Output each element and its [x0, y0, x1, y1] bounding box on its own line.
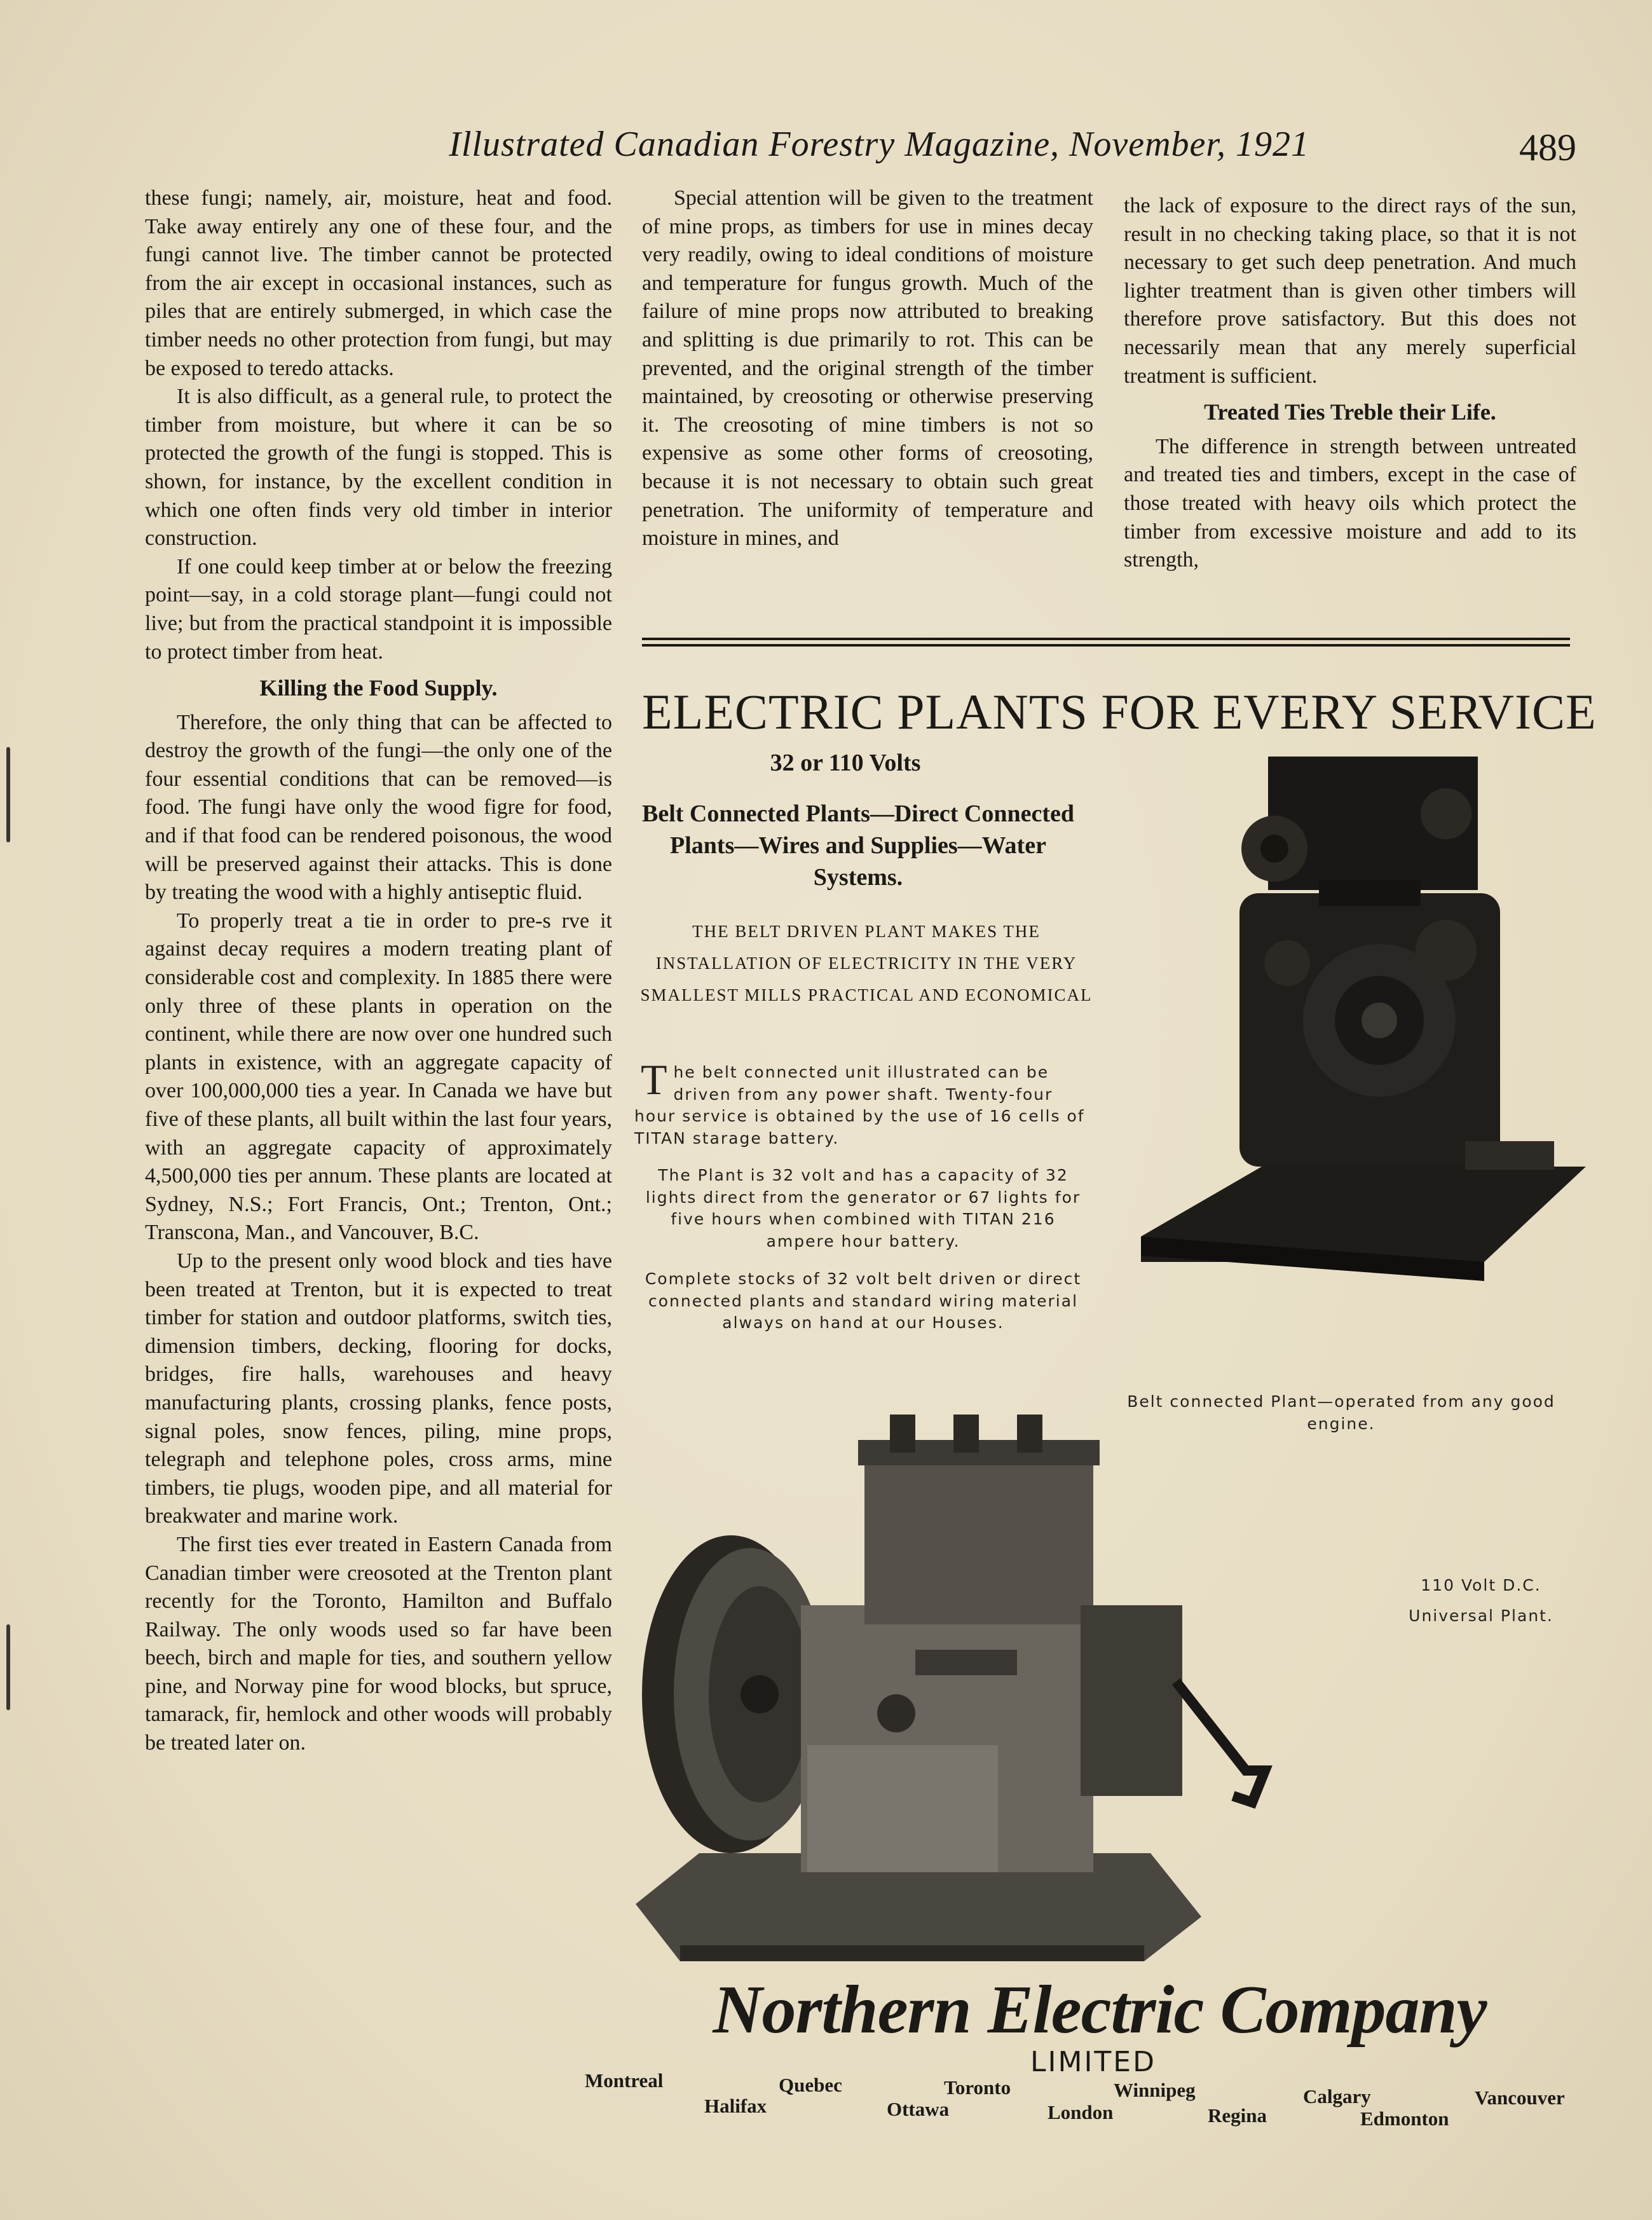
drop-cap: T [641, 1055, 669, 1104]
city-ottawa: Ottawa [887, 2098, 950, 2120]
city-edmonton: Edmonton [1360, 2107, 1449, 2130]
ad-paragraph [634, 1055, 1092, 1149]
paragraph: To properly treat a tie in order to pre-s rve it against decay requires a modern treating plant of considerable cost and complexity. In 1885 there were only three of these plants in operation on the continent, while there are now over one hundred such plants in existence, with an aggregate capacity of over 100,000,000 ties a year. In Canada we have but five of these plants, all built within the last four years, with an aggregate capacity of approximately 4,500,000 ties per annum. These plants are located at Sydney, N.S.; Fort Francis, Ont.; Trenton, Ont.; Transcona, Man., and Vancouver, B.C. [145, 908, 612, 1245]
section-heading: Killing the Food Supply. [259, 675, 498, 701]
plant-caption: 110 Volt D.C. Universal Plant. [1409, 1576, 1553, 1625]
article-column-2 [642, 184, 1093, 553]
paragraph: these fungi; namely, air, moisture, heat and food. Take away entirely any one of these four, and the fungi cannot live. The timber cannot be protected from the air except in occasional instances, such as piles that are entirely submerged, in which case the timber needs no other protection from fungi, but may be exposed to teredo attacks. [145, 186, 612, 380]
binding-mark [6, 1666, 10, 1710]
city-quebec: Quebec [779, 2074, 842, 2096]
city-montreal: Montreal [585, 2069, 664, 2092]
city-toronto: Toronto [944, 2076, 1011, 2099]
plant-caption: Belt connected Plant—operated from any good engine. [1127, 1392, 1555, 1433]
belt-connected-plant-illustration [1128, 753, 1599, 1281]
article-column-1 [145, 184, 612, 1758]
city-halifax: Halifax [704, 2095, 767, 2117]
ad-divider-rules [642, 638, 1570, 650]
paragraph: If one could keep timber at or below the freezing point—say, in a cold storage plant—fungi could not live; but from the practical standpoint it is impossible to protect timber from heat. [145, 554, 612, 664]
paragraph: The first ties ever treated in Eastern Canada from Canadian timber were creosoted at the Trenton plant recently for the Toronto, Hamilton and Buffalo Railway. The only woods used so far have been beech, birch and maple for ties, and southern yellow pine, and Norway pine for wood blocks, but spruce, tamarack, fir, hemlock and other woods will probably be treated later on. [145, 1532, 612, 1755]
city-winnipeg: Winnipeg [1114, 2079, 1196, 2101]
city-calgary: Calgary [1303, 2085, 1371, 2107]
city-vancouver: Vancouver [1475, 2086, 1565, 2109]
paragraph: the lack of exposure to the direct rays of the sun, result in no checking taking place, so that it is not necessary to get such deep penetration. And much lighter treatment than is given other timbers will therefore prove satisfactory. But this does not necessarily mean that any merely superficial treatment is sufficient. [1124, 194, 1576, 388]
ad-paragraph-text: he belt connected unit illustrated can be driven from any power shaft. Twenty-four hour service is obtained by the use of 16 cells of TITAN starage battery. [634, 1063, 1085, 1148]
city-london: London [1048, 2101, 1114, 2123]
company-limited: LIMITED [1030, 2046, 1156, 2078]
paragraph: Therefore, the only thing that can be affected to destroy the growth of the fungi—the only one of the four essential conditions that can be removed—is food. The fungi have only the wood figre for food, and if that food can be rendered poisonous, the wood will be preserved against their attacks. This is done by treating the wood with a highly antiseptic fluid. [145, 710, 612, 905]
page-number: 489 [1519, 127, 1576, 168]
ad-paragraph: The Plant is 32 volt and has a capacity of 32 lights direct from the generator or 67 lights for five hours when combined with TITAN 216 ampere hour battery. [645, 1166, 1081, 1250]
ad-volts: 32 or 110 Volts [770, 750, 921, 776]
ad-paragraph: Complete stocks of 32 volt belt driven or direct connected plants and standard wiring material always on hand at our Houses. [645, 1270, 1082, 1332]
article-column-3 [1124, 192, 1576, 575]
ad-title: ELECTRIC PLANTS FOR EVERY SERVICE [642, 684, 1597, 739]
ad-caps-text: THE BELT DRIVEN PLANT MAKES THE INSTALLATION OF ELECTRICITY IN THE VERY SMALLEST MILLS PRACTICAL AND ECONOMICAL [640, 922, 1093, 1004]
binding-mark [6, 798, 10, 842]
paragraph: The difference in strength between untreated and treated ties and timbers, except in the case of those treated with heavy oils which protect the timber from excessive moisture and add to its strength, [1124, 434, 1576, 572]
ad-subtitle: Belt Connected Plants—Direct Connected Plants—Wires and Supplies—Water Systems. [641, 800, 1075, 891]
city-regina: Regina [1208, 2104, 1267, 2127]
paragraph: It is also difficult, as a general rule, to protect the timber from moisture, but where it can be so protected the growth of the fungi is stopped. This is shown, for instance, by the excellent condition in which one often finds very old timber in interior construction. [145, 385, 612, 551]
universal-plant-illustration [623, 1415, 1335, 1961]
paragraph: Special attention will be given to the treatment of mine props, as timbers for use in mines decay very readily, owing to ideal conditions of moisture and temperature for fungus growth. Much of the failure of mine props now attributed to breaking and splitting is due primarily to rot. This can be prevented, and the original strength of the timber maintained, by creosoting or otherwise preserving it. The creosoting of mine timbers is not so expensive as some other forms of creosoting, because it is not necessary to obtain such great penetration. The uniformity of temperature and moisture in mines, and [642, 186, 1093, 551]
running-title: Illustrated Canadian Forestry Magazine, November, 1921 [449, 125, 1309, 164]
company-name: Northern Electric Company [713, 1972, 1487, 2048]
paragraph: Up to the present only wood block and ties have been treated at Trenton, but it is expected to treat timber for station and outdoor platforms, switch ties, dimension timbers, decking, flooring for docks, bridges, fire halls, warehouses and heavy manufacturing plants, crossing planks, fence posts, signal poles, snow fences, piling, mine props, telegraph and telephone poles, cross arms, mine timbers, tie plugs, wooden pipe, and all material for breakwater and marine work. [145, 1249, 612, 1528]
section-heading: Treated Ties Treble their Life. [1204, 399, 1496, 425]
